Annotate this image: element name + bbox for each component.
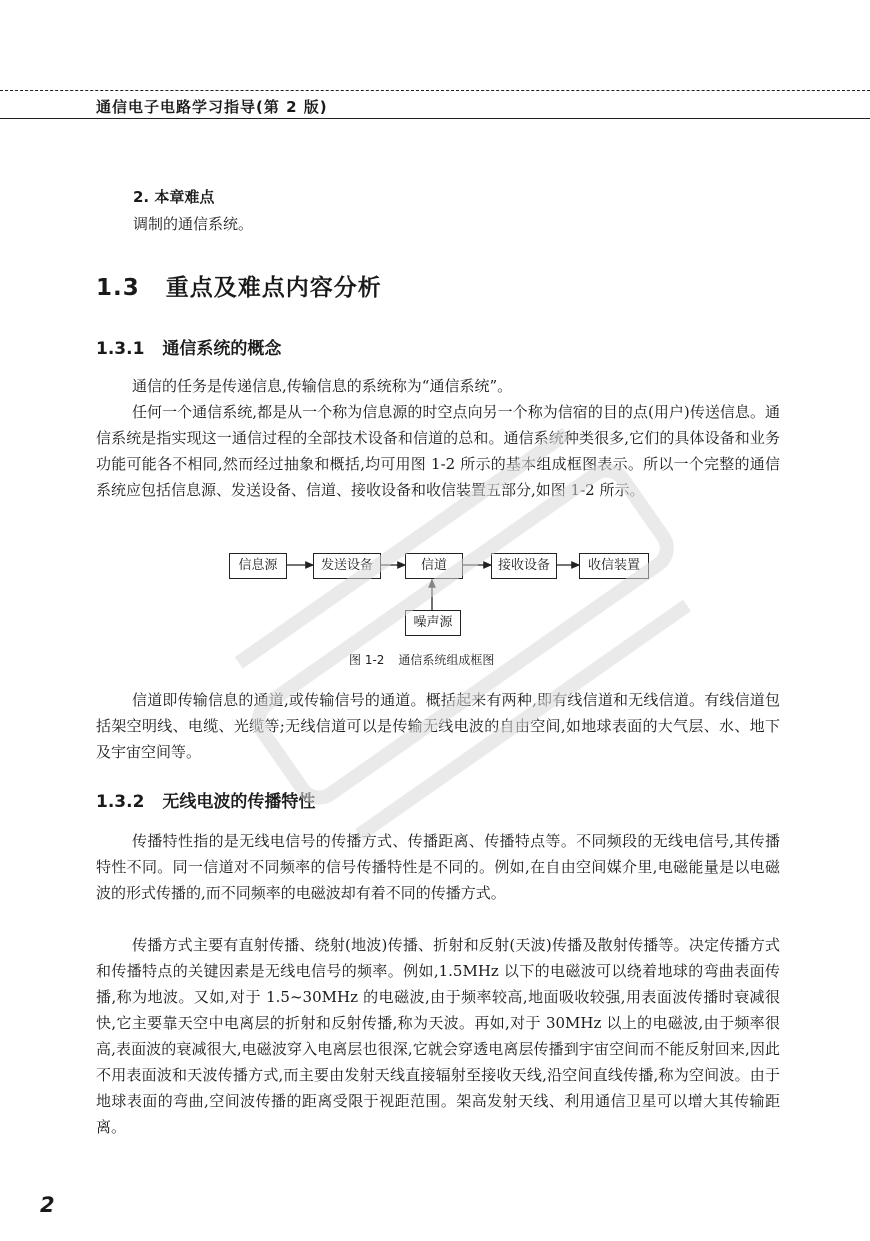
subsection-number: 1.3.1 <box>96 339 145 359</box>
figure-number: 图 1-2 <box>349 653 385 667</box>
subsection-number: 1.3.2 <box>96 792 145 812</box>
figure-title: 通信系统组成框图 <box>398 653 495 667</box>
diagram-block: 收信装置 <box>579 553 649 579</box>
paragraph: 传播方式主要有直射传播、绕射(地波)传播、折射和反射(天波)传播及散射传播等。决定传播方式和传播特点的关键因素是无线电信号的频率。例如,1.5MHz 以下的电磁波可以绕着地球的弯曲表面传播,称为地波。又如,对于 1.5~30MHz 的电磁波,由于频率较高,地面吸收较强,用表面波传播时衰减很快,它主要靠天空中电离层的折射和反射传播,称为天波。再如,对于 30MHz 以上的电磁波,由于频率很高,表面波的衰减很大,电磁波穿入电离层也很深,它就会穿透电离层传播到宇宙空间而不能反射回来,因此不用表面波和天波传播方式,而主要由发射天线直接辐射至接收天线,沿空间直线传播,称为空间波。由于地球表面的弯曲,空间波传播的距离受限于视距范围。架高发射天线、利用通信卫星可以增大其传输距离。 <box>96 936 780 1136</box>
difficulty-heading: 2. 本章难点 <box>133 188 215 206</box>
paragraph: 任何一个通信系统,都是从一个称为信息源的时空点向另一个称为信宿的目的点(用户)传送信息。通信系统是指实现这一通信过程的全部技术设备和信道的总和。通信系统种类很多,它们的具体设备和业务功能可能各不相同,然而经过抽象和概括,均可用图 1-2 所示的基本组成框图表示。所以一个完整的通信系统应包括信息源、发送设备、信道、接收设备和收信装置五部分,如图 1-2 所示。 <box>96 403 780 499</box>
section-number: 1.3 <box>96 275 140 301</box>
diagram-block: 信息源 <box>229 553 287 579</box>
section-heading <box>96 269 382 302</box>
paragraph: 信道即传输信息的通道,或传输信号的通道。概括起来有两种,即有线信道和无线信道。有线信道包括架空明线、电缆、光缆等;无线信道可以是传输无线电波的自由空间,如地球表面的大气层、水、地下及宇宙空间等。 <box>96 691 780 761</box>
diagram-block: 接收设备 <box>491 553 557 579</box>
top-dashed-rule <box>0 90 870 91</box>
difficulty-text: 调制的通信系统。 <box>133 215 254 233</box>
page-header: 通信电子电路学习指导(第 2 版) <box>96 98 328 116</box>
subsection-title: 通信系统的概念 <box>162 339 282 359</box>
section-title: 重点及难点内容分析 <box>165 275 382 301</box>
paragraph: 通信的任务是传递信息,传输信息的系统称为“通信系统”。 <box>132 377 513 395</box>
paragraph: 传播特性指的是无线电信号的传播方式、传播距离、传播特点等。不同频段的无线电信号,其传播特性不同。同一信道对不同频率的信号传播特性是不同的。例如,在自由空间媒介里,电磁能量是以电磁波的形式传播的,而不同频率的电磁波却有着不同的传播方式。 <box>96 832 780 902</box>
header-rule <box>0 118 870 119</box>
figure-caption <box>349 651 494 668</box>
subsection-heading-1 <box>96 334 281 359</box>
diagram-block: 信道 <box>405 553 463 579</box>
noise-block: 噪声源 <box>405 610 461 636</box>
diagram-block: 发送设备 <box>313 553 381 579</box>
block-diagram <box>229 550 649 646</box>
subsection-heading-2 <box>96 787 315 812</box>
page-number: 2 <box>40 1193 55 1217</box>
subsection-title: 无线电波的传播特性 <box>162 792 316 812</box>
